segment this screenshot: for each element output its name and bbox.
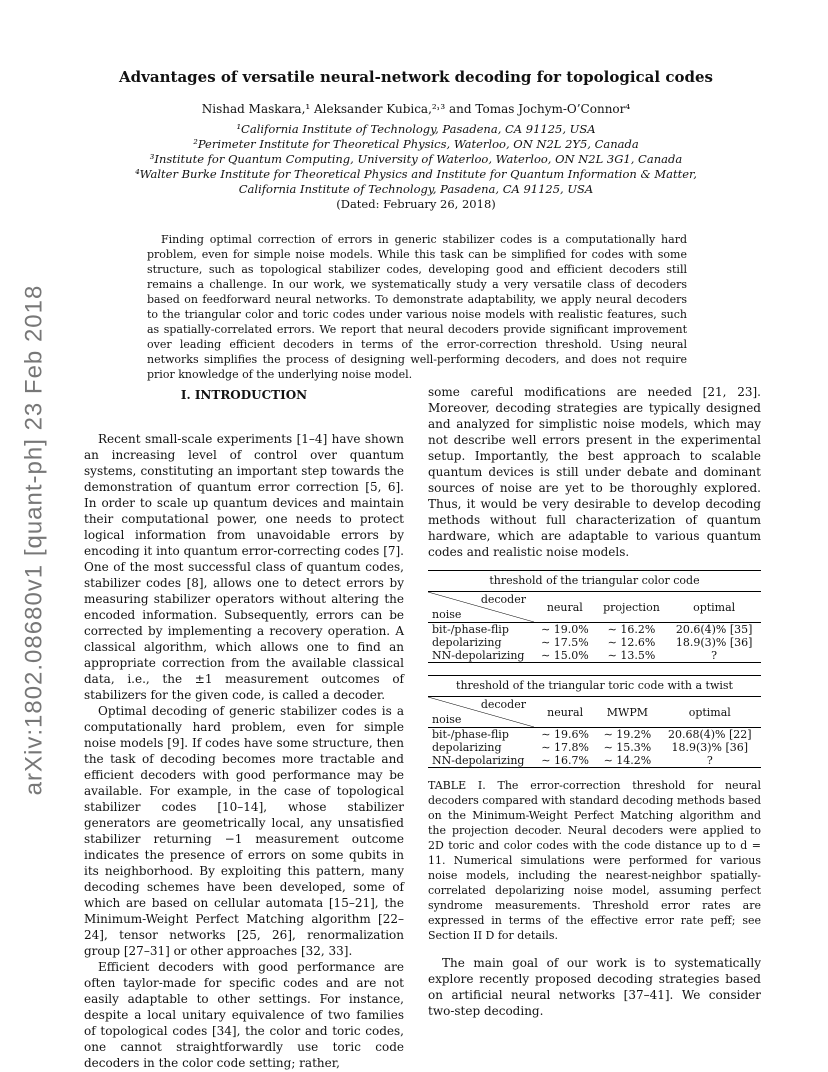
date-line: (Dated: February 26, 2018) <box>336 197 496 211</box>
arxiv-identifier-stamp: arXiv:1802.08680v1 [quant-ph] 23 Feb 2018 <box>20 284 47 796</box>
affiliation-4-cont: California Institute of Technology, Pasadena, CA 91125, USA <box>238 182 594 196</box>
table-row: NN-depolarizing ∼ 16.7% ∼ 14.2% ? <box>428 754 761 768</box>
table-diagonal-header: decoder noise <box>428 592 534 623</box>
affiliations <box>90 122 742 212</box>
affiliation-2: ²Perimeter Institute for Theoretical Physics, Waterloo, ON N2L 2Y5, Canada <box>193 137 639 151</box>
affiliation-4: ⁴Walter Burke Institute for Theoretical Physics and Institute for Quantum Information & Matter, <box>135 167 697 181</box>
table-row: NN-depolarizing ∼ 15.0% ∼ 13.5% ? <box>428 649 761 663</box>
abstract: Finding optimal correction of errors in generic stabilizer codes is a computationally hard problem, even for simple noise models. While this task can be simplified for codes with some structure, such as topological stabilizer codes, developing good and efficient decoders still remains a challenge. In our work, we systematically study a very versatile class of decoders based on feedforward neural networks. To demonstrate adaptability, we apply neural decoders to the triangular color and toric codes under various noise models with realistic features, such as spatially-correlated errors. We report that neural decoders provide significant improvement over leading efficient decoders in terms of the error-correction threshold. Using neural networks simplifies the process of designing well-performing decoders, and does not require prior knowledge of the underlying noise model. <box>147 233 687 381</box>
affiliation-3: ³Institute for Quantum Computing, University of Waterloo, Waterloo, ON N2L 3G1, Canada <box>149 152 683 166</box>
paragraph: Optimal decoding of generic stabilizer codes is a computationally hard problem, even for simple noise models [9]. If codes have some structure, then the task of decoding becomes more tractable and efficient decoders with good performance may be available. For example, in the case of topological stabilizer codes [10–14], whose stabilizer generators are geometrically local, any unsatisfied stabilizer returning −1 measurement outcome indicates the presence of errors on some qubits in its neighborhood. By exploiting this pattern, many decoding schemes have been developed, some of which are based on cellular automata [15–21], the Minimum-Weight Perfect Matching algorithm [22–24], tensor networks [25, 26], renormalization group [27–31] or other approaches [32, 33]. <box>84 704 404 958</box>
toric-code-threshold-table <box>428 675 761 768</box>
column-header: projection <box>596 592 668 623</box>
table-row: bit-/phase-flip ∼ 19.0% ∼ 16.2% 20.6(4)% [35] <box>432 623 753 636</box>
paper-title: Advantages of versatile neural-network decoding for topological codes <box>119 68 713 86</box>
affiliation-1: ¹California Institute of Technology, Pasadena, CA 91125, USA <box>236 122 596 136</box>
paragraph: The main goal of our work is to systematically explore recently proposed decoding strategies based on artificial neural networks [37–41]. We consider two-step decoding. <box>428 956 761 1018</box>
paragraph: Efficient decoders with good performance are often taylor-made for specific codes and are not easily adaptable to other settings. For instance, despite a local unitary equivalence of two families of topological codes [34], the color and toric codes, one cannot straightforwardly use toric code decoders in the color code setting; rather, <box>84 960 404 1070</box>
paragraph: some careful modifications are needed [21, 23]. Moreover, decoding strategies are typically designed and analyzed for simplistic noise models, which may not describe well errors present in the experimental setup. Importantly, the best approach to scalable quantum devices is still under debate and dominant sources of noise are yet to be thoroughly explored. Thus, it would be very desirable to develop decoding methods without full characterization of quantum hardware, which are adaptable to various quantum codes and realistic noise models. <box>428 385 761 559</box>
table-diagonal-header: decoder noise <box>428 697 534 728</box>
column-header: neural <box>534 592 596 623</box>
table-caption-color: threshold of the triangular color code <box>428 570 761 592</box>
table-row: depolarizing ∼ 17.8% ∼ 15.3% 18.9(3)% [36] <box>432 741 749 754</box>
table-caption: TABLE I. The error-correction threshold for neural decoders compared with standard decoding methods based on the Minimum-Weight Perfect Matching algorithm and the projection decoder. Neural decoders were applied to 2D toric and color codes with the code distance up to d = 11. Numerical simulations were performed for various noise models, including the nearest-neighbor spatially-correlated depolarizing noise model, assuming perfect syndrome measurements. Threshold error rates are expressed in terms of the effective error rate peff; see Section II D for details. <box>428 779 762 942</box>
column-header: neural <box>534 697 596 728</box>
section-heading: I. INTRODUCTION <box>180 388 308 402</box>
column-header: optimal <box>667 592 761 623</box>
paragraph: Recent small-scale experiments [1–4] have shown an increasing level of control over quantum systems, constituting an important step towards the demonstration of quantum error correction [5, 6]. In order to scale up quantum devices and maintain their computational power, one needs to protect logical information from unavoidable errors by encoding it into quantum error-correcting codes [7]. One of the most successful class of quantum codes, stabilizer codes [8], allows one to detect errors by measuring stabilizer operators without altering the encoded information. Subsequently, errors can be corrected by implementing a recovery operation. A classical algorithm, which allows one to find an appropriate correction from the available classical data, i.e., the ±1 measurement outcomes of stabilizers for the given code, is called a decoder. <box>84 432 404 702</box>
table-row: bit-/phase-flip ∼ 19.6% ∼ 19.2% 20.68(4)% [22] <box>432 728 752 741</box>
table-row: depolarizing ∼ 17.5% ∼ 12.6% 18.9(3)% [36] <box>432 636 753 649</box>
right-column <box>428 384 761 1019</box>
table-caption-toric: threshold of the triangular toric code with a twist <box>428 675 761 697</box>
column-header: optimal <box>659 697 761 728</box>
author-list: Nishad Maskara,¹ Aleksander Kubica,²˒³ and Tomas Jochym-O’Connor⁴ <box>201 102 631 116</box>
column-header: MWPM <box>596 697 658 728</box>
color-code-threshold-table <box>428 570 761 663</box>
left-column <box>84 384 404 1071</box>
